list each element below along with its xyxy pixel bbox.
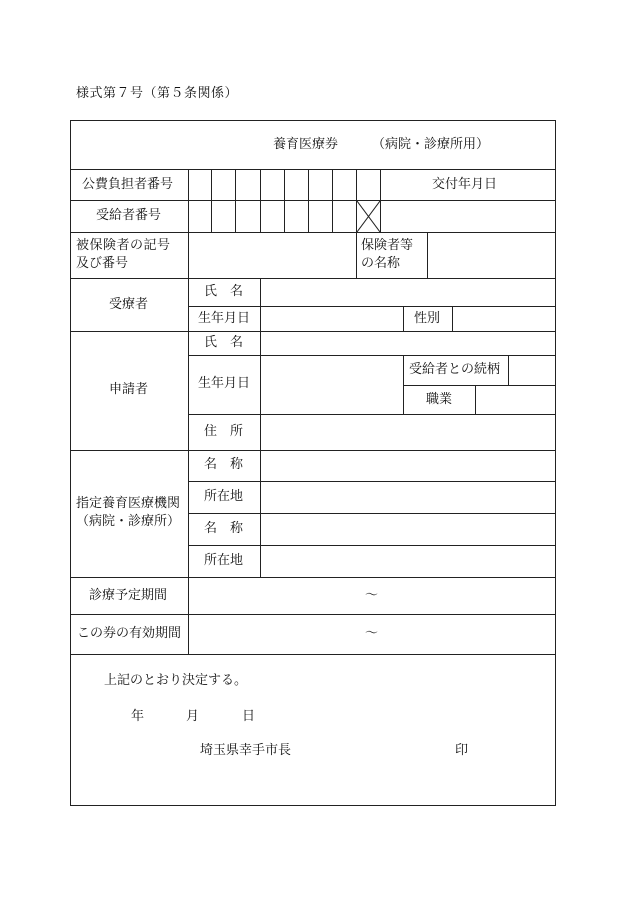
decision-statement: 上記のとおり決定する。: [104, 673, 248, 688]
rule-digit-8: [380, 169, 381, 232]
seal-mark: 印: [455, 743, 469, 758]
rule-recipient-bottom: [70, 232, 556, 233]
mayor-title: 埼玉県幸手市長: [200, 743, 292, 758]
institution-name-label-2: 名 称: [204, 521, 244, 536]
recipient-number-label: 受給者番号: [96, 208, 162, 223]
insured-symbol-label-2: 及び番号: [76, 256, 129, 271]
rule-relation-bottom: [403, 385, 556, 386]
rule-sublabel-col-a: [260, 278, 261, 450]
rule-applicant-bottom: [70, 450, 556, 451]
institution-name-label-1: 名 称: [204, 457, 244, 472]
rule-label-col-period: [188, 577, 189, 654]
rule-label-col-main: [188, 278, 189, 577]
applicant-occupation-label: 職業: [426, 392, 453, 407]
applicant-label: 申請者: [109, 382, 149, 397]
rule-patient-bottom: [70, 331, 556, 332]
institution-label-1: 指定養育医療機関: [76, 496, 181, 511]
rule-digit-1: [211, 169, 212, 232]
rule-digit-5: [308, 169, 309, 232]
rule-sex-right: [452, 306, 453, 331]
rule-inst-loc1-bottom: [188, 513, 556, 514]
applicant-address-label: 住 所: [204, 424, 244, 439]
form-number: 様式第７号（第５条関係）: [76, 86, 239, 101]
applicant-relation-label: 受給者との続柄: [409, 362, 501, 377]
rule-validity-bottom: [70, 654, 556, 655]
burden-number-label: 公費負担者番号: [82, 177, 174, 192]
rule-digit-3: [260, 169, 261, 232]
rule-digit-4: [284, 169, 285, 232]
insurer-name-label-2: の名称: [361, 256, 401, 271]
decision-day: 日: [242, 709, 256, 724]
patient-sex-label: 性別: [414, 311, 441, 326]
ticket-usage: （病院・診療所用）: [372, 137, 490, 152]
applicant-name-label: 氏 名: [204, 335, 244, 350]
rule-inst-name2-bottom: [188, 545, 556, 546]
validity-period-range: ～: [365, 626, 379, 641]
insured-symbol-label-1: 被保険者の記号: [76, 238, 171, 253]
institution-location-label-2: 所在地: [204, 553, 244, 568]
validity-period-label: この券の有効期間: [77, 626, 182, 641]
treatment-period-range: ～: [365, 588, 379, 603]
rule-insured-bottom: [70, 278, 556, 279]
rule-burden-bottom: [70, 200, 556, 201]
applicant-birthdate-label: 生年月日: [198, 376, 251, 391]
rule-label-col-top: [188, 169, 189, 232]
rule-occupation-right: [475, 385, 476, 414]
rule-title-bottom: [70, 169, 556, 170]
rule-relation-left: [403, 355, 404, 414]
rule-sex-left: [403, 306, 404, 331]
treatment-period-label: 診療予定期間: [89, 588, 168, 603]
rule-insurer-value: [427, 232, 428, 278]
rule-inst-name1-bottom: [188, 481, 556, 482]
rule-applicant-birth-bottom: [188, 414, 556, 415]
decision-month: 月: [186, 709, 200, 724]
insurer-name-label-1: 保険者等: [361, 238, 414, 253]
rule-digit-6: [332, 169, 333, 232]
rule-sublabel-col-b: [260, 450, 261, 577]
crossed-out-digit-box: [357, 201, 380, 232]
institution-location-label-1: 所在地: [204, 489, 244, 504]
rule-label-col-insured: [188, 232, 189, 278]
issue-date-label: 交付年月日: [432, 177, 498, 192]
ticket-title: 養育医療券: [273, 137, 339, 152]
patient-birthdate-label: 生年月日: [198, 311, 251, 326]
rule-patient-name-bottom: [188, 306, 556, 307]
rule-applicant-name-bottom: [188, 355, 556, 356]
rule-institution-bottom: [70, 577, 556, 578]
rule-treatment-bottom: [70, 614, 556, 615]
rule-digit-2: [235, 169, 236, 232]
patient-name-label: 氏 名: [204, 284, 244, 299]
decision-year: 年: [131, 709, 145, 724]
patient-label: 受療者: [109, 297, 149, 312]
institution-label-2: （病院・診療所）: [76, 514, 181, 529]
rule-relation-right: [508, 355, 509, 385]
